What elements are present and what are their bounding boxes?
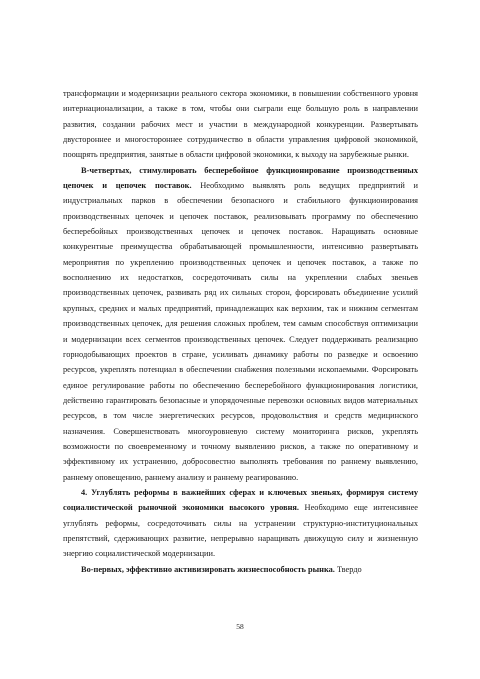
paragraph-2-text: Необходимо выявлять роль ведущих предприятий и индустриальных парков в обеспечении безопасного и стабильного функционирования производственных цепочек и цепочек поставок, реализовывать программу по обеспечению бесперебойных производственных цепочек и цепочек поставок. Наращивать основные конкурентные преимущества обрабатывающей промышленности, интенсивно развертывать мероприятия по укреплению производственных цепочек и цепочек поставок, а также по восполнению их недостатков, сосредоточивать силы на укреплении слабых звеньев производственных цепочек, развивать ряд их сильных сторон, форсировать объединение усилий крупных, средних и малых предприятий, принадлежащих как верхним, так и нижним сегментам производственных цепочек, для решения сложных проблем, тем самым способствуя оптимизации и модернизации всех сегментов производственных цепочек. Следует поддерживать реализацию горнодобывающих проектов в стране, усиливать динамику работы по разведке и освоению ресурсов, укреплять потенциал в обеспечении снабжения полезными ископаемыми. Форсировать единое регулирование работы по обеспечению бесперебойного функционирования логистики, действенно гарантировать безопасные и упорядоченные перевозки основных видов материальных ресурсов, в том числе энергетических ресурсов, продовольствия и средств медицинского назначения. Совершенствовать многоуровневую систему мониторинга рисков, укреплять возможности по своевременному и точному выявлению рисков, а также по оперативному и эффективному их устранению, добросовестно выполнять требования по раннему выявлению, раннему оповещению, раннему анализу и раннему реагированию. [63,181,418,482]
paragraph-3-bold-lead: 4. Углублять реформы в важнейших сферах и ключевых звеньях, формируя систему социалистической рыночной экономики высокого уровня. [63,487,418,513]
paragraph-4 [63,562,418,577]
paragraph-4-text: Твердо [334,564,362,574]
paragraph-2-bold-lead: В-четвертых, стимулировать бесперебойное функционирование производственных цепочек и цепочек поставок. [63,165,418,191]
page-number: 58 [236,622,244,631]
paragraph-1 [63,86,418,163]
paragraph-1-text: трансформации и модернизации реального сектора экономики, в повышении собственного уровня интернационализации, а также в том, чтобы они сыграли еще большую роль в направлении развития, создании рабочих мест и участии в международной конкуренции. Развертывать двустороннее и многостороннее сотрудничество в области управления цифровой экономикой, поощрять предприятия, занятые в области цифровой экономики, к выходу на зарубежные рынки. [63,89,418,160]
paragraph-3-text: Необходимо еще интенсивнее углублять реформы, сосредоточивать силы на устранении структурно-институциональных препятствий, сдерживающих развитие, непрерывно наращивать движущую силу и жизненную энергию социалистической модернизации. [63,503,418,559]
paragraph-3 [63,485,418,562]
paragraph-2 [63,163,418,485]
paragraph-4-bold-lead: Во-первых, эффективно активизировать жизнеспособность рынка. [81,564,335,574]
